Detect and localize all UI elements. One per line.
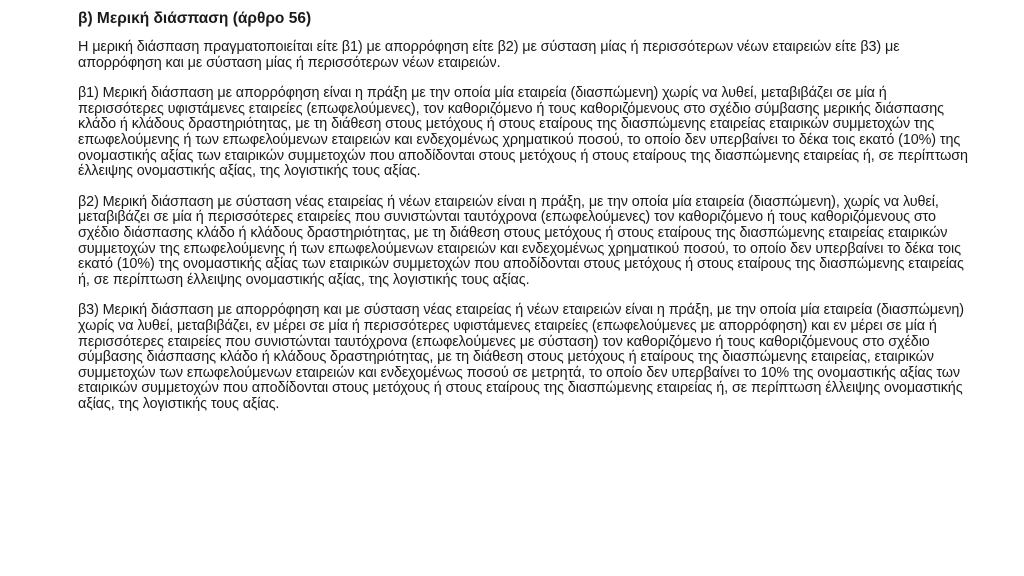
slide-content	[78, 8, 968, 427]
paragraph-intro: Η μερική διάσπαση πραγματοποιείται είτε β1) με απορρόφηση είτε β2) με σύσταση μίας ή περισσότερων νέων εταιρειών είτε β3) με απορρόφηση και με σύσταση μίας ή περισσότερων νέων εταιρειών.	[78, 39, 900, 71]
paragraph-b2: β2) Μερική διάσπαση με σύσταση νέας εταιρείας ή νέων εταιρειών είναι η πράξη, με την οποία μία εταιρεία (διασπώμενη), χωρίς να λυθεί, μεταβιβάζει σε μία ή περισσότερες εταιρείες που συνιστώνται ταυτόχρονα (επωφελούμενες) τον καθοριζόμενο ή τους καθοριζόμενους στο σχέδιο διάσπασης κλάδο ή κλάδους δραστηριότητας, με τη διάθεση στους μετόχους ή στους εταίρους της διασπώμενης εταιρείας εταιρικών συμμετοχών της επωφελούμενης ή των επωφελούμενων εταιρειών και ενδεχομένως χρηματικού ποσού, το οποίο δεν υπερβαίνει το δέκα τοις εκατό (10%) της ονομαστικής αξίας των εταιρικών συμμετοχών που αποδίδονται στους μετόχους ή στους εταίρους της διασπώμενης εταιρείας ή, σε περίπτωση έλλειψης ονομαστικής αξίας, της λογιστικής τους αξίας.	[78, 193, 964, 288]
paragraph-b3: β3) Μερική διάσπαση με απορρόφηση και με σύσταση νέας εταιρείας ή νέων εταιρειών είναι η πράξη, με την οποία μία εταιρεία (διασπώμενη) χωρίς να λυθεί, μεταβιβάζει, εν μέρει σε μία ή περισσότερες υφιστάμενες εταιρείες (επωφελούμενες με απορρόφηση) και εν μέρει σε μία ή περισσότερες εταιρείες που συνιστώνται ταυτόχρονα (επωφελούμενες με σύσταση) τον καθοριζόμενο ή τους καθοριζόμενους στο σχέδιο σύμβασης διάσπασης κλάδο ή κλάδους δραστηριότητας, με τη διάθεση στους μετόχους ή εταίρους της διασπώμενης εταιρείας, εταιρικών συμμετοχών των επωφελούμενων εταιρειών και ενδεχομένως ποσού σε μετρητά, το οποίο δεν υπερβαίνει το 10% της ονομαστικής αξίας των εταιρικών συμμετοχών που αποδίδονται στους μετόχους ή στους εταίρους της διασπώμενης εταιρείας ή, σε περίπτωση έλλειψης ονομαστικής αξίας, της λογιστικής τους αξίας.	[78, 302, 964, 412]
paragraph-b1: β1) Μερική διάσπαση με απορρόφηση είναι η πράξη με την οποία μία εταιρεία (διασπώμενη) χωρίς να λυθεί, μεταβιβάζει σε μία ή περισσότερες υφιστάμενες εταιρείες (επωφελούμενες), τον καθοριζόμενο ή τους καθοριζόμενους στο σχέδιο σύμβασης μερικής διάσπασης κλάδο ή κλάδους δραστηριότητας, με τη διάθεση στους μετόχους ή στους εταίρους της διασπώμενης εταιρείας εταιρικών συμμετοχών της επωφελούμενης ή των επωφελούμενων εταιρειών και ενδεχομένως χρηματικού ποσού, το οποίο δεν υπερβαίνει το δέκα τοις εκατό (10%) της ονομαστικής αξίας των εταιρικών συμμετοχών που αποδίδονται στους μετόχους ή στους εταίρους της διασπώμενης εταιρείας ή, σε περίπτωση έλλειψης ονομαστικής αξίας, της λογιστικής τους αξίας.	[78, 85, 968, 180]
slide-title: β) Μερική διάσπαση (άρθρο 56)	[78, 10, 312, 27]
